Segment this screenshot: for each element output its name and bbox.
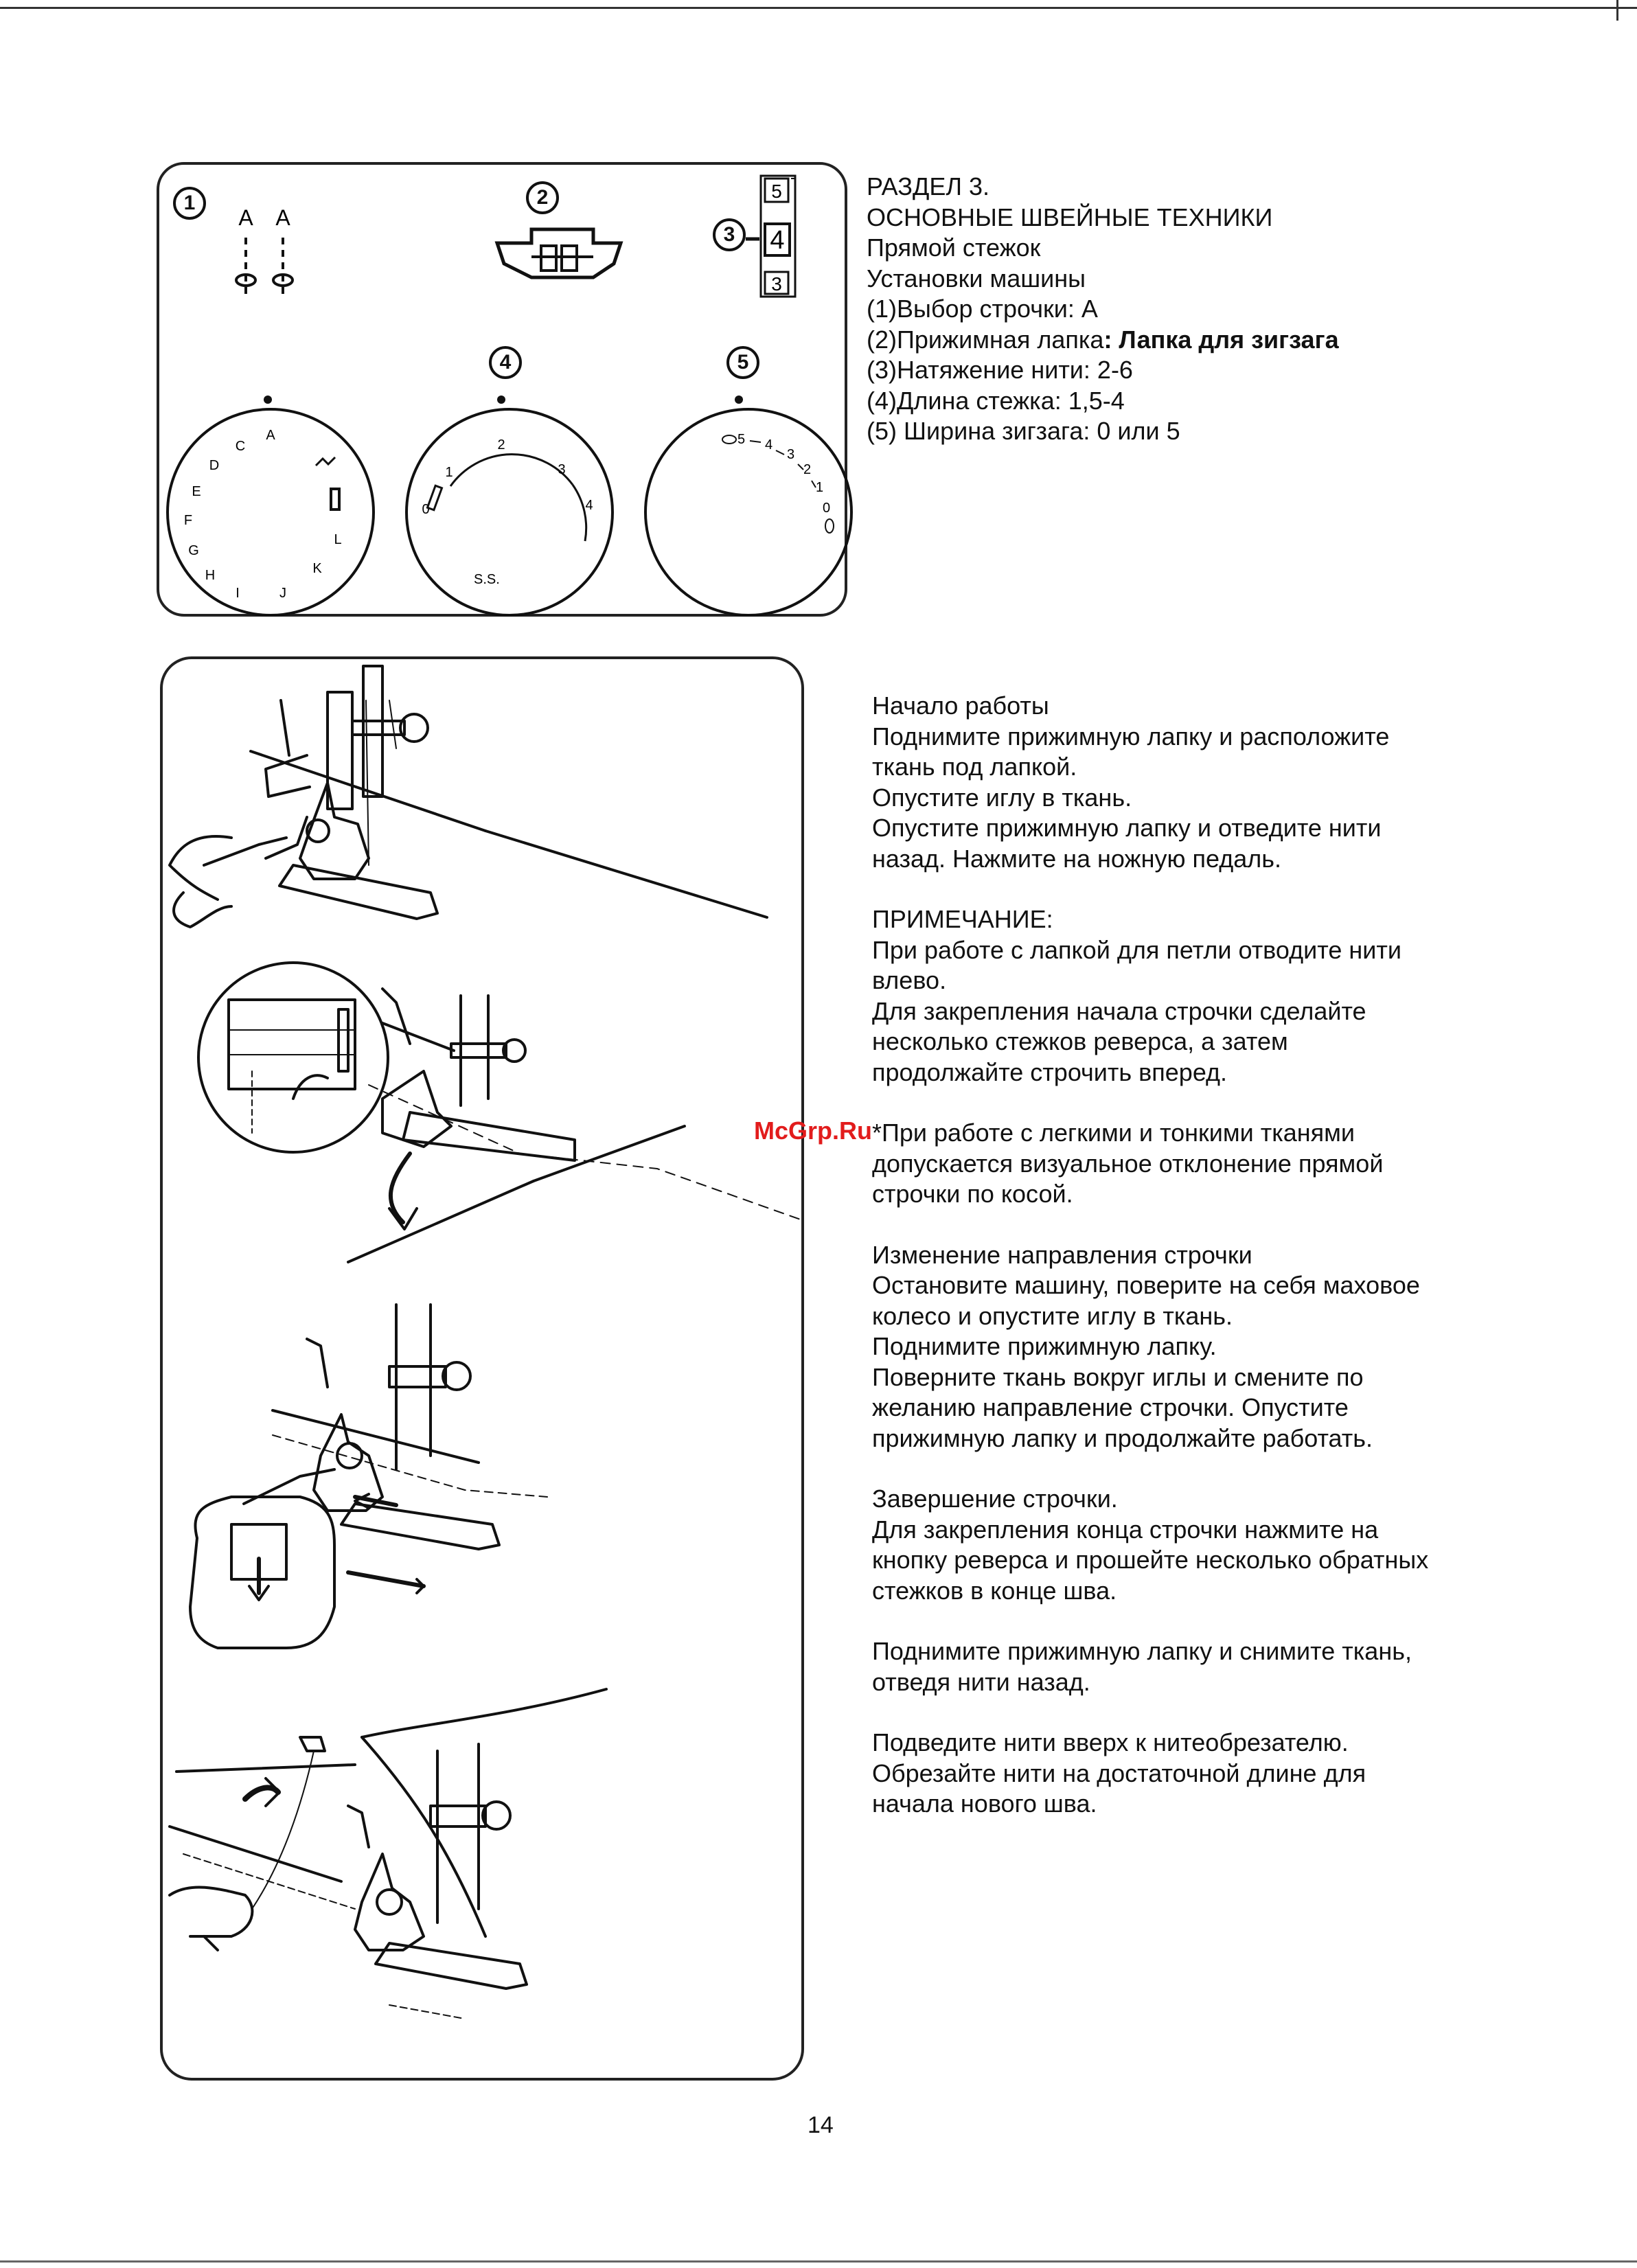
stitch-length-dial[interactable] <box>405 408 614 617</box>
note-line: При работе с лапкой для петли отводите нити <box>872 935 1401 964</box>
sewing-illustrations <box>163 659 801 2078</box>
light-fabric-line: строчки по косой. <box>872 1180 1073 1208</box>
step-number-3: 3 <box>713 218 746 251</box>
illustration-start-sewing <box>170 666 767 927</box>
tension-value: 5 <box>771 181 782 202</box>
finish-line: Завершение строчки. <box>872 1485 1118 1513</box>
top-rule <box>0 7 1637 9</box>
note-line: влево. <box>872 966 947 994</box>
width-mark: 3 <box>787 447 795 462</box>
length-mark: 2 <box>497 437 505 453</box>
finish-line: стежков в конце шва. <box>872 1576 1117 1605</box>
settings-panel <box>157 162 847 617</box>
note-line: ПРИМЕЧАНИЕ: <box>872 905 1053 933</box>
dial-marker <box>735 396 743 404</box>
light-fabric-line: *При работе с легкими и тонкими тканями <box>872 1119 1355 1147</box>
stitch-letter-a: A <box>275 205 290 230</box>
setting-item-4: (4)Длина стежка: 1,5-4 <box>867 386 1125 415</box>
cut-line: Подведите нити вверх к нитеобрезателю. <box>872 1728 1349 1756</box>
length-mark: 4 <box>585 498 593 513</box>
start-line: Опустите прижимную лапку и отведите нити <box>872 814 1382 842</box>
watermark: McGrp.Ru <box>754 1116 873 1145</box>
setting-item-2-value: : Лапка для зигзага <box>1103 325 1339 354</box>
tension-scale <box>746 172 801 302</box>
tension-value: 3 <box>771 273 782 295</box>
start-line: назад. Нажмите на ножную педаль. <box>872 844 1281 873</box>
length-ss: S.S. <box>474 572 500 587</box>
section-title: ОСНОВНЫЕ ШВЕЙНЫЕ ТЕХНИКИ <box>867 203 1273 231</box>
illustration-reverse-button <box>198 963 801 1262</box>
direction-line: прижимную лапку и продолжайте работать. <box>872 1423 1373 1452</box>
dial-letter: J <box>279 586 286 601</box>
width-mark: 1 <box>816 480 824 495</box>
dial-letter: I <box>236 586 240 601</box>
width-mark: 0 <box>823 501 831 516</box>
direction-line: Изменение направления строчки <box>872 1240 1252 1269</box>
dial-letter: G <box>188 543 199 558</box>
direction-line: Поверните ткань вокруг иглы и смените по <box>872 1362 1364 1391</box>
remove-line: Поднимите прижимную лапку и снимите ткань, <box>872 1637 1412 1665</box>
illustration-cut-threads <box>170 1689 606 2019</box>
finish-line: Для закрепления конца строчки нажмите на <box>872 1515 1379 1544</box>
direction-line: Остановите машину, поверите на себя маховое <box>872 1271 1420 1299</box>
note-line: несколько стежков реверса, а затем <box>872 1027 1288 1055</box>
settings-label: Установки машины <box>867 264 1086 293</box>
dial-letter: L <box>334 532 342 547</box>
setting-item-3: (3)Натяжение нити: 2-6 <box>867 356 1133 384</box>
dial-letter: F <box>183 513 193 528</box>
direction-line: колесо и опустите иглу в ткань. <box>872 1301 1233 1330</box>
step-number-4: 4 <box>489 346 522 379</box>
setting-item-2 <box>867 325 1339 356</box>
length-mark: 3 <box>558 462 566 477</box>
length-mark: 1 <box>445 465 453 480</box>
bottom-rule <box>0 2260 1637 2263</box>
dial-marker <box>264 396 272 404</box>
step-number-1: 1 <box>173 187 206 220</box>
page-number: 14 <box>808 2112 834 2138</box>
stitch-length-scale <box>408 411 611 614</box>
note-line: Для закрепления начала строчки сделайте <box>872 996 1366 1025</box>
illustration-panel <box>160 656 804 2081</box>
pattern-dial[interactable] <box>166 408 375 617</box>
top-rule-tick <box>1616 0 1618 21</box>
dial-letter: D <box>209 458 220 473</box>
dial-letter: H <box>205 568 216 583</box>
setting-item-5: (5) Ширина зигзага: 0 или 5 <box>867 417 1180 445</box>
direction-line: желанию направление строчки. Опустите <box>872 1393 1349 1421</box>
remove-line: отведя нити назад. <box>872 1667 1090 1696</box>
instructions-text <box>872 691 1428 1820</box>
width-mark: 2 <box>803 462 812 477</box>
dial-letter: C <box>235 439 246 454</box>
length-mark: 0 <box>422 502 430 517</box>
direction-line: Поднимите прижимную лапку. <box>872 1332 1217 1360</box>
tension-value: 4 <box>770 226 785 255</box>
start-line: ткань под лапкой. <box>872 753 1077 781</box>
zigzag-foot-icon <box>490 222 628 291</box>
stitch-a-symbols <box>232 205 314 314</box>
cut-line: начала нового шва. <box>872 1789 1097 1818</box>
zigzag-width-dial[interactable] <box>644 408 853 617</box>
section-heading: РАЗДЕЛ 3. <box>867 172 989 201</box>
start-line: Опустите иглу в ткань. <box>872 783 1132 812</box>
section-settings-text <box>867 172 1339 447</box>
dial-letter: K <box>312 561 322 576</box>
pattern-dial-letters <box>169 411 372 614</box>
width-mark: 4 <box>765 437 773 453</box>
cut-line: Обрезайте нити на достаточной длине для <box>872 1759 1366 1787</box>
dial-letter: A <box>266 428 275 443</box>
illustration-change-direction <box>190 1305 547 1648</box>
stitch-letter-a: A <box>238 205 253 230</box>
setting-item-1: (1)Выбор строчки: А <box>867 295 1098 323</box>
step-number-5: 5 <box>726 346 759 379</box>
section-subtitle: Прямой стежок <box>867 233 1041 262</box>
zigzag-width-scale <box>647 411 850 614</box>
width-mark: 5 <box>737 432 746 447</box>
note-line: продолжайте строчить вперед. <box>872 1057 1228 1086</box>
setting-item-2-label: (2)Прижимная лапка <box>867 325 1104 354</box>
start-line: Начало работы <box>872 691 1049 720</box>
dial-letter: E <box>192 484 201 499</box>
start-line: Поднимите прижимную лапку и расположите <box>872 722 1390 751</box>
dial-marker <box>497 396 505 404</box>
light-fabric-line: допускается визуальное отклонение прямой <box>872 1149 1384 1178</box>
step-number-2: 2 <box>526 181 559 214</box>
finish-line: кнопку реверса и прошейте несколько обратных <box>872 1546 1429 1574</box>
